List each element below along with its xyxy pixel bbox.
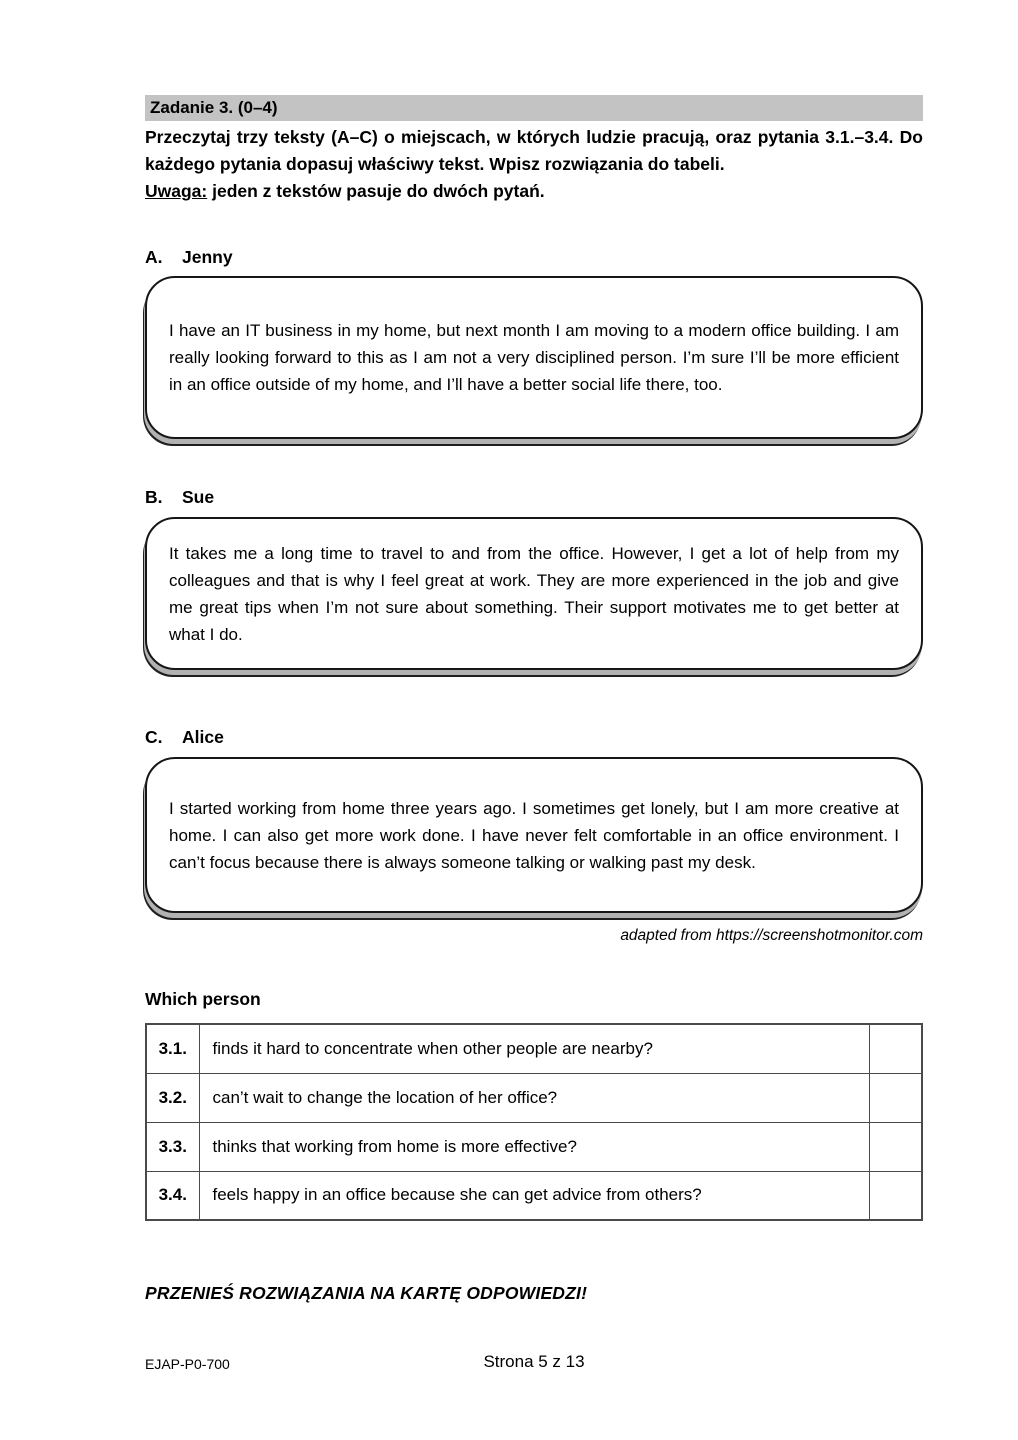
answer-cell — [869, 1171, 922, 1220]
task-instructions: Przeczytaj trzy teksty (A–C) o miejscach, w których ludzie pracują, oraz pytania 3.1.–3.4. Do każdego pytania dopasuj właściwy tekst. Wpisz rozwiązania do tabeli. — [145, 127, 923, 174]
page-footer — [145, 1352, 923, 1376]
question-text: feels happy in an office because she can get advice from others? — [199, 1171, 869, 1220]
text-b-heading — [145, 487, 923, 507]
answer-cell — [869, 1024, 922, 1073]
text-c-name: Alice — [182, 727, 224, 747]
answer-cell — [869, 1122, 922, 1171]
text-c-heading — [145, 727, 923, 747]
exam-code: EJAP-P0-700 — [145, 1356, 230, 1372]
text-b-body: It takes me a long time to travel to and from the office. However, I get a lot of help from my colleagues and that is why I feel great at work. They are more experienced in the job and give me great tips when I’m not sure about something. Their support motivates me to get better at what I do. — [169, 543, 899, 644]
question-text: can’t wait to change the location of her office? — [199, 1073, 869, 1122]
question-number: 3.4. — [146, 1171, 199, 1220]
answer-cell — [869, 1073, 922, 1122]
text-a-letter: A. — [145, 247, 163, 267]
matching-table — [145, 1023, 923, 1221]
text-a-body: I have an IT business in my home, but next month I am moving to a modern office building. I am really looking forward to this as I am not a very disciplined person. I’m sure I’ll be more efficient in an office outside of my home, and I’ll have a better social life there, too. — [169, 321, 899, 394]
text-c-letter: C. — [145, 727, 163, 747]
question-number: 3.2. — [146, 1073, 199, 1122]
question-number: 3.1. — [146, 1024, 199, 1073]
exam-page-content — [145, 95, 923, 1304]
text-b-name: Sue — [182, 487, 215, 507]
transfer-answers-note: PRZENIEŚ ROZWIĄZANIA NA KARTĘ ODPOWIEDZI! — [145, 1283, 588, 1303]
source-attribution: adapted from https://screenshotmonitor.com — [620, 927, 923, 944]
table-row — [146, 1024, 922, 1073]
text-b-letter: B. — [145, 487, 163, 507]
task-header-title: Zadanie 3. (0–4) — [150, 98, 278, 117]
note-label: Uwaga: — [145, 181, 208, 201]
question-text: finds it hard to concentrate when other people are nearby? — [199, 1024, 869, 1073]
table-row — [146, 1073, 922, 1122]
text-b-box — [145, 517, 923, 670]
note-text: jeden z tekstów pasuje do dwóch pytań. — [207, 181, 545, 201]
task-header-bar — [145, 95, 923, 121]
table-row — [146, 1171, 922, 1220]
task-note — [145, 178, 923, 205]
table-row — [146, 1122, 922, 1171]
question-text: thinks that working from home is more effective? — [199, 1122, 869, 1171]
text-a-name: Jenny — [182, 247, 233, 267]
text-c-body: I started working from home three years ago. I sometimes get lonely, but I am more creative at home. I can also get more work done. I have never felt comfortable in an office environment. I can’t focus because there is always someone talking or walking past my desk. — [169, 798, 899, 872]
text-a-heading — [145, 247, 923, 267]
question-number: 3.3. — [146, 1122, 199, 1171]
page-number: Strona 5 z 13 — [483, 1352, 585, 1371]
text-c-box — [145, 757, 923, 913]
text-a-box — [145, 276, 923, 439]
table-caption: Which person — [145, 989, 261, 1009]
